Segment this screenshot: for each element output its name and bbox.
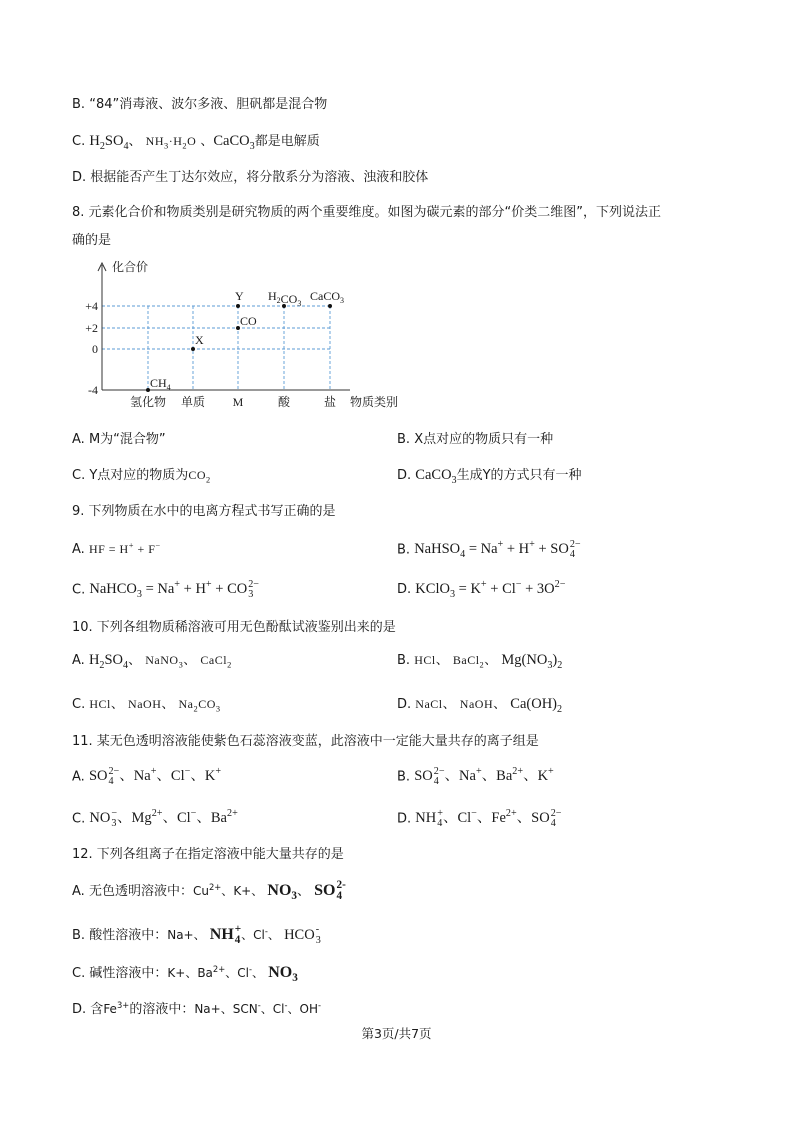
data-point <box>236 304 240 308</box>
equation-d: KClO$_3$ = $K^+ + Cl^- + 3O^{2-}$ <box>415 579 566 600</box>
separator: 、 <box>200 134 214 149</box>
separator: 、 <box>442 697 456 712</box>
separator: 、 <box>110 697 124 712</box>
q9-option-d <box>397 580 565 599</box>
option-label: D. <box>72 1002 87 1017</box>
separator: 、 <box>161 697 175 712</box>
point-label: Y <box>235 289 244 303</box>
option-label: C. <box>72 468 86 483</box>
x-tick-label: M <box>232 395 244 409</box>
formula: BaCl$_2$ <box>452 653 485 670</box>
separator: 、 <box>183 653 197 668</box>
ion-list: Na+、SCN-、Cl-、OH- <box>194 1000 322 1016</box>
option-text: 碱性溶液中： <box>89 966 168 981</box>
page-footer: 第3页/共7页 <box>361 1026 432 1041</box>
option-label: C. <box>72 811 86 827</box>
option-label: A. <box>72 542 85 557</box>
formula-caco3: CaCO$_3$ <box>213 133 255 152</box>
x-tick-labels <box>130 394 336 409</box>
q10-stem: 10. 下列各组物质稀溶液可用无色酚酞试液鉴别出来的是 <box>72 620 396 635</box>
y-tick-label: +2 <box>85 321 98 335</box>
ion-list: $Cu^{2+}$、K+、 <box>192 881 264 898</box>
option-label: D. <box>397 582 412 597</box>
q7-option-c <box>72 132 320 151</box>
option-label: C. <box>72 697 86 712</box>
ion-no3: $NO_3$ <box>267 881 297 903</box>
ion-list: NH + 4 、Cl−、$Fe^{2+}$、SO 2− 4 <box>415 808 562 830</box>
data-point <box>191 347 195 351</box>
point-label: $H_2CO_3$ <box>268 289 302 308</box>
q7-option-d <box>72 169 428 187</box>
separator: 、 <box>484 653 498 668</box>
q11-option-d <box>397 809 562 829</box>
formula: NaNO$_3$ <box>145 653 184 670</box>
y-tick-labels <box>85 299 98 397</box>
q10-option-a <box>72 651 232 670</box>
data-point <box>328 304 332 308</box>
x-tick-label: 单质 <box>180 395 206 409</box>
separator: 、 <box>128 134 142 149</box>
option-text: 无色透明溶液中： <box>88 883 193 899</box>
formula: $H_2SO_4$ <box>88 652 129 671</box>
option-label: C. <box>72 966 86 981</box>
option-text: X点对应的物质只有一种 <box>414 432 554 447</box>
q11-stem: 11. 某无色透明溶液能使紫色石蕊溶液变蓝，此溶液中一定能大量共存的离子组是 <box>72 734 539 749</box>
ion-list: 、Cl-、 <box>241 925 280 942</box>
equation-b: NaHSO$_4$ = Na+ + H+ + SO 2− 4 <box>414 539 581 561</box>
q9-stem: 9. 下列物质在水中的电离方程式书写正确的是 <box>72 504 336 519</box>
chart-axes <box>98 263 350 390</box>
chart-grid <box>102 306 330 390</box>
option-text: 的溶液中： <box>129 1002 195 1017</box>
q10-option-c <box>72 695 221 714</box>
point-label: CO <box>240 314 257 328</box>
option-label: C. <box>72 134 86 149</box>
formula: CaCl$_2$ <box>200 653 232 670</box>
equation-a: HF = H+ + F− <box>88 541 161 556</box>
ion-hco3: HCO - 3 <box>284 924 321 946</box>
point-label: X <box>195 333 204 347</box>
ion-no3: $NO_3$ <box>268 964 298 985</box>
q7-option-b <box>72 96 327 114</box>
x-axis-label: 物质类别 <box>350 395 399 409</box>
q12-option-a <box>72 880 346 902</box>
q12-option-c <box>72 964 298 983</box>
formula-co2: $CO_2$ <box>188 468 211 485</box>
data-points <box>146 289 344 392</box>
q11-option-b <box>397 767 554 787</box>
q8-option-b <box>397 431 553 449</box>
q10-option-b <box>397 651 562 670</box>
ion-list: NO − 3 、$Mg^{2+}$、Cl−、$Ba^{2+}$ <box>89 808 238 830</box>
point-label: CaCO$_3$ <box>310 289 344 305</box>
x-tick-label: 酸 <box>277 395 291 409</box>
option-label: D. <box>397 811 412 827</box>
option-text: M为“混合物” <box>88 432 166 447</box>
ion-so4: SO 2- 4 <box>314 879 346 903</box>
q12-stem: 12. 下列各组离子在指定溶液中能大量共存的是 <box>72 847 344 862</box>
separator: 、 <box>297 883 311 899</box>
option-label: A. <box>72 432 85 447</box>
separator: 、 <box>493 697 507 712</box>
option-label: A. <box>72 653 85 668</box>
option-label: A. <box>72 883 85 899</box>
formula: HCl <box>89 697 111 711</box>
ion-nh4: NH + 4 <box>209 923 242 947</box>
q11-option-c <box>72 809 238 829</box>
q8-option-c <box>72 466 211 485</box>
formula: $Na_2CO_3$ <box>178 697 221 714</box>
ion-list: K+、$Ba^{2+}$、Cl-、 <box>167 964 265 980</box>
q11-option-a <box>72 767 221 787</box>
q8-stem-line2: 确的是 <box>72 233 112 248</box>
formula: NaCl <box>415 697 443 711</box>
q10-option-d <box>397 695 562 714</box>
option-label: D. <box>72 170 87 185</box>
y-tick-label: +4 <box>85 299 98 313</box>
option-text: 生成Y的方式只有一种 <box>456 468 582 483</box>
option-label: B. <box>397 769 411 785</box>
option-label: A. <box>72 769 85 785</box>
option-label: B. <box>397 653 411 668</box>
point-label: $CH_4$ <box>150 376 171 392</box>
option-label: B. <box>397 432 411 447</box>
option-text: Y点对应的物质为 <box>89 468 189 483</box>
option-text: 酸性溶液中： <box>89 927 168 943</box>
separator: 、 <box>128 653 142 668</box>
formula: NaOH <box>459 697 494 711</box>
valence-class-chart <box>82 255 422 415</box>
y-tick-label: 0 <box>92 342 98 356</box>
x-tick-label: 盐 <box>323 395 337 409</box>
q12-option-b <box>72 924 321 946</box>
q9-option-a <box>72 540 161 559</box>
option-label: B. <box>72 927 86 943</box>
ion-list: Na+、 <box>167 927 206 942</box>
q9-option-c <box>72 580 259 600</box>
y-tick-label: -4 <box>88 383 98 397</box>
ion-list: SO 2− 4 、Na+、Cl−、K+ <box>88 766 222 788</box>
q8-option-d <box>397 466 582 485</box>
q12-option-d <box>72 1000 321 1019</box>
formula: $Mg(NO_3)_2$ <box>501 652 563 671</box>
option-text: 含 <box>90 1002 104 1017</box>
q8-stem-line1: 8. 元素化合价和物质类别是研究物质的两个重要维度。如图为碳元素的部分“价类二维图”，下列说法正 <box>72 205 662 220</box>
option-label: B. <box>72 97 86 112</box>
ion-fe3: $Fe^{3+}$ <box>103 1000 130 1016</box>
formula-caco3: CaCO$_3$ <box>415 467 457 486</box>
option-text: “84”消毒液、波尔多液、胆矾都是混合物 <box>89 97 328 112</box>
formula: HCl <box>414 653 436 667</box>
q9-option-b <box>397 540 581 560</box>
formula: NaOH <box>128 697 162 711</box>
option-label: C. <box>72 582 86 598</box>
equation-c: NaHCO$_3$ = Na+ + H+ + CO 2− 3 <box>89 579 259 601</box>
option-text: 都是电解质 <box>254 134 320 149</box>
q8-option-a <box>72 431 166 449</box>
option-label: B. <box>397 542 411 558</box>
option-label: D. <box>397 697 412 712</box>
y-axis-label: 化合价 <box>112 260 149 274</box>
formula-nh3h2o: $NH_3\cdot H_2O$ <box>145 134 197 151</box>
ion-list: SO 2− 4 、Na+、$Ba^{2+}$、K+ <box>414 766 554 788</box>
formula: $Ca(OH)_2$ <box>510 696 563 715</box>
option-text: 根据能否产生丁达尔效应，将分散系分为溶液、浊液和胶体 <box>90 170 429 185</box>
separator: 、 <box>435 653 449 668</box>
formula-h2so4: $H_2SO_4$ <box>89 133 129 152</box>
option-label: D. <box>397 468 412 483</box>
x-tick-label: 氢化物 <box>129 395 167 409</box>
